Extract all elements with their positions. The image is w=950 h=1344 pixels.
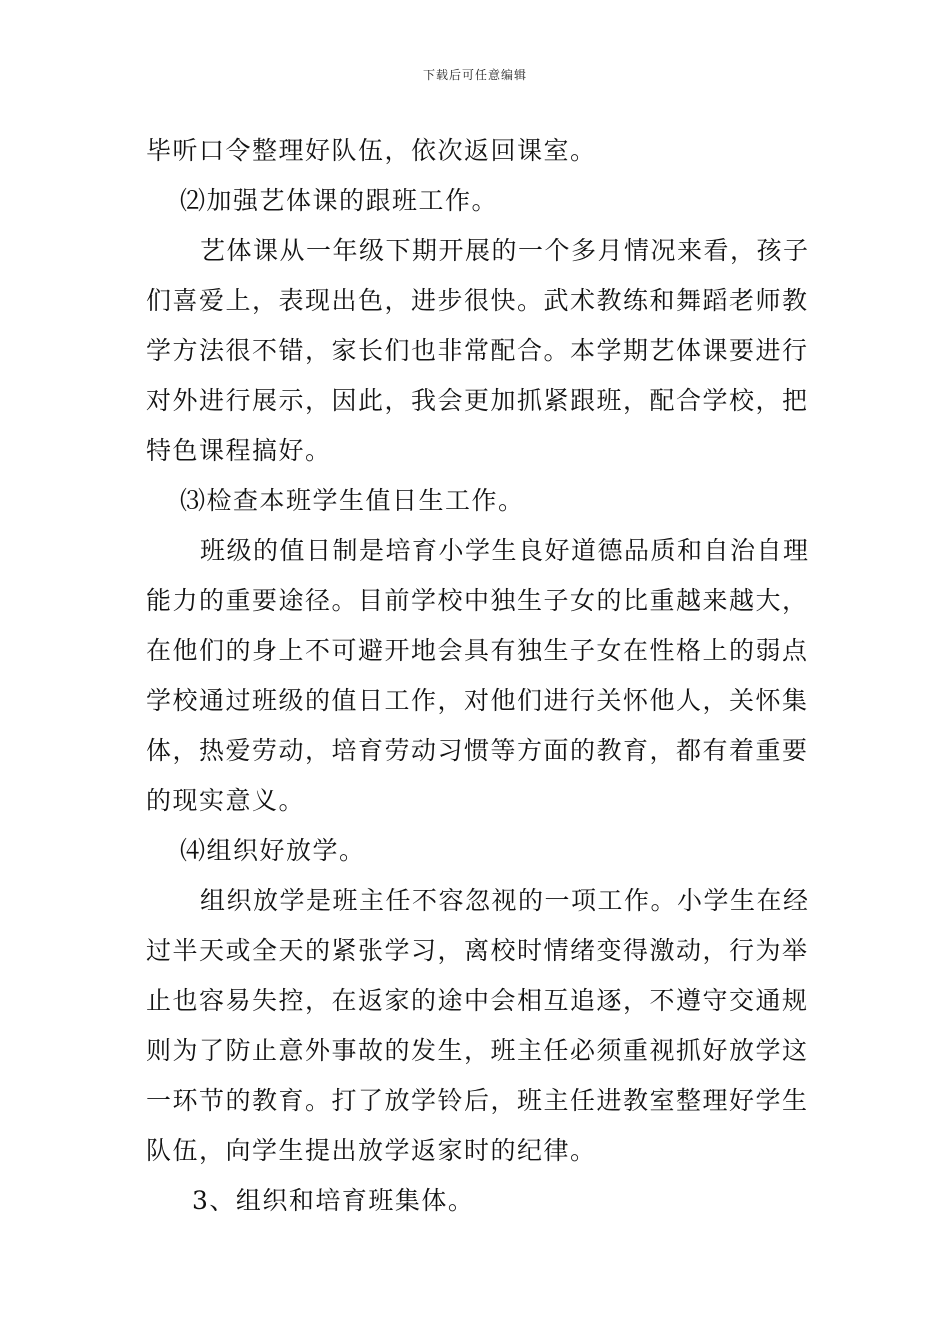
text-line: 止也容易失控，在返家的途中会相互追逐，不遵守交通规	[146, 986, 809, 1015]
section-heading: 3、组织和培育班集体。	[192, 1186, 475, 1215]
subheading: ⑷组织好放学。	[180, 836, 366, 865]
document-body	[146, 126, 810, 1226]
subheading: ⑶检查本班学生值日生工作。	[180, 486, 525, 515]
text-line: 的现实意义。	[146, 786, 306, 815]
text-line: 体，热爱劳动，培育劳动习惯等方面的教育，都有着重要	[146, 736, 809, 765]
page-header: 下载后可任意编辑	[422, 68, 527, 82]
text-line: 对外进行展示，因此，我会更加抓紧跟班，配合学校，把	[146, 386, 809, 415]
text-line: 组织放学是班主任不容忽视的一项工作。小学生在经	[200, 886, 810, 915]
text-line: 一环节的教育。打了放学铃后，班主任进教室整理好学生	[146, 1086, 809, 1115]
text-line: 能力的重要途径。目前学校中独生子女的比重越来越大，	[146, 586, 809, 615]
text-line: 过半天或全天的紧张学习，离校时情绪变得激动，行为举	[146, 936, 809, 965]
text-line: 在他们的身上不可避开地会具有独生子女在性格上的弱点	[146, 636, 809, 665]
text-line: 特色课程搞好。	[146, 436, 332, 465]
text-line: 毕听口令整理好队伍，依次返回课室。	[146, 136, 597, 165]
subheading: ⑵加强艺体课的跟班工作。	[180, 186, 499, 215]
text-line: 班级的值日制是培育小学生良好道德品质和自治自理	[200, 536, 810, 565]
text-line: 学方法很不错，家长们也非常配合。本学期艺体课要进行	[146, 336, 809, 365]
text-line: 学校通过班级的值日工作，对他们进行关怀他人，关怀集	[146, 686, 809, 715]
text-line: 艺体课从一年级下期开展的一个多月情况来看，孩子	[200, 236, 810, 265]
text-line: 则为了防止意外事故的发生，班主任必须重视抓好放学这	[146, 1036, 809, 1065]
text-line: 队伍，向学生提出放学返家时的纪律。	[146, 1136, 597, 1165]
text-line: 们喜爱上，表现出色，进步很快。武术教练和舞蹈老师教	[146, 286, 809, 315]
